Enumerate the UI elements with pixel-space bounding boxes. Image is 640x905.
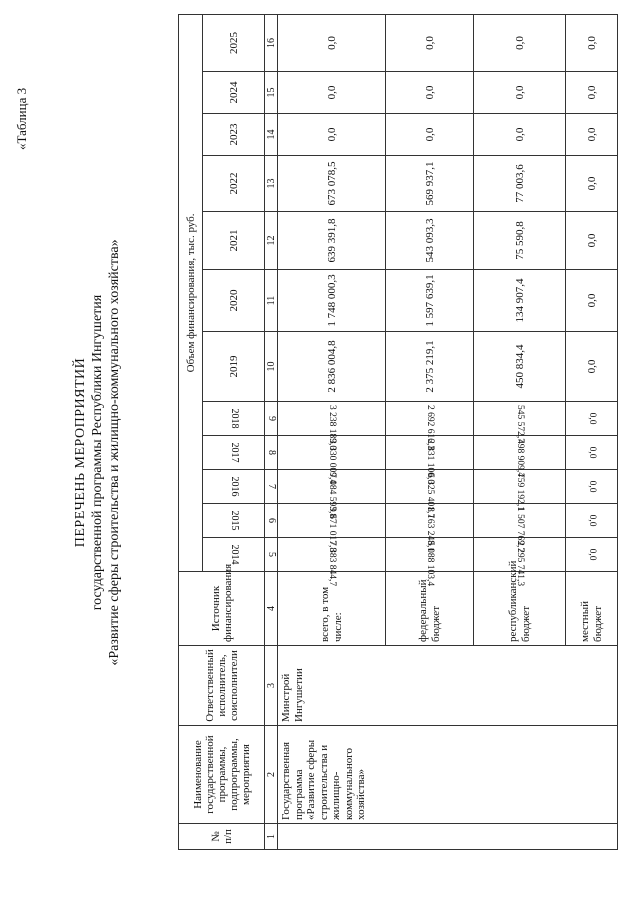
column-index [265, 824, 278, 850]
year-header-2019: 2019 [203, 332, 265, 402]
funding-value: 639 391,8 [278, 212, 386, 270]
year-header-2016 [203, 470, 265, 504]
row-num [278, 824, 618, 850]
funding-value: 0,0 [566, 114, 618, 156]
column-index-label: 7 [265, 484, 277, 489]
year-header-2024: 2024 [203, 72, 265, 114]
column-index [265, 156, 278, 212]
column-index-label: 9 [265, 416, 277, 421]
funding-source: республиканский бюджет [474, 572, 566, 646]
column-index [265, 270, 278, 332]
column-index-label: 11 [265, 295, 277, 306]
col-header-name: Наименование государственной программы, подпрограммы, мероприятия [179, 726, 265, 824]
funding-value-text: 0,0 [586, 480, 597, 493]
funding-source: федеральный бюджет [386, 572, 474, 646]
funding-value: 0,0 [566, 212, 618, 270]
measures-table [178, 14, 618, 850]
funding-value: 0,0 [474, 72, 566, 114]
funding-value [474, 402, 566, 443]
column-index [265, 726, 278, 824]
year-header-2025: 2025 [203, 14, 265, 71]
funding-value-text: 498 909,4 [514, 439, 525, 477]
funding-value: 673 078,5 [278, 156, 386, 212]
column-index [265, 470, 278, 504]
column-index-label: 16 [265, 37, 277, 48]
funding-value-text: 2 692 616,3 [424, 405, 435, 451]
year-header-2018 [203, 402, 265, 436]
column-index-label: 10 [265, 361, 277, 372]
executor-name: Минстрой Ингушетии [278, 646, 618, 726]
year-header-2021: 2021 [203, 212, 265, 270]
funding-value: 0,0 [566, 270, 618, 332]
funding-value: 0,0 [566, 156, 618, 212]
funding-value: 1 597 639,1 [386, 270, 474, 332]
funding-value: 0,0 [474, 114, 566, 156]
funding-value: 0,0 [278, 14, 386, 71]
funding-value [566, 402, 618, 436]
funding-source: всего, в том числе: [278, 572, 386, 646]
column-index-label: 5 [265, 552, 277, 557]
funding-value: 0,0 [278, 114, 386, 156]
column-index-label: 15 [265, 87, 277, 98]
funding-value: 450 834,4 [474, 332, 566, 402]
funding-value-text: 2 831 100,0 [424, 439, 435, 485]
column-index [265, 332, 278, 402]
funding-value: 75 590,8 [474, 212, 566, 270]
column-index [265, 646, 278, 726]
funding-value-text: 9 671 017,8 [326, 507, 337, 553]
funding-value: 0,0 [474, 14, 566, 71]
funding-value-text: 2 295 741,3 [514, 541, 525, 587]
funding-value [566, 436, 618, 470]
funding-value-text: 0,0 [586, 548, 597, 561]
funding-value-text: 545 572,7 [514, 405, 525, 443]
column-index-label: 12 [265, 235, 277, 246]
column-index [265, 538, 278, 572]
column-index-label: 3 [265, 683, 277, 688]
funding-value [566, 470, 618, 504]
funding-value-text: 759 192,1 [514, 473, 525, 511]
year-header-2022: 2022 [203, 156, 265, 212]
funding-value: 0,0 [386, 114, 474, 156]
col-header-executor: Ответственный исполнитель, соисполнители [179, 646, 265, 726]
col-header-source: Источник финансирования [179, 572, 265, 646]
funding-source: местный бюджет [566, 572, 618, 646]
funding-value: 0,0 [566, 14, 618, 71]
funding-value-text: 3 330 009,4 [326, 439, 337, 485]
column-index-label: 6 [265, 518, 277, 523]
year-header-2023: 2023 [203, 114, 265, 156]
funding-value: 1 748 000,3 [278, 270, 386, 332]
year-header-2014 [203, 538, 265, 572]
funding-value: 569 937,1 [386, 156, 474, 212]
year-header-2020: 2020 [203, 270, 265, 332]
funding-value-text: 0,0 [586, 514, 597, 527]
col-header-volume: Объем финансирования, тыс. руб. [179, 14, 203, 571]
funding-value: 0,0 [386, 72, 474, 114]
funding-value: 0,0 [566, 332, 618, 402]
table-label: «Таблица 3 [14, 87, 29, 150]
funding-value: 0,0 [278, 72, 386, 114]
funding-value: 0,0 [566, 72, 618, 114]
funding-value: 2 375 219,1 [386, 332, 474, 402]
column-index [265, 114, 278, 156]
column-index [265, 402, 278, 436]
program-name: Государственная программа «Развитие сферы строительства и жилищно-коммунального хозяйства» [278, 726, 618, 824]
document-heading [72, 0, 123, 905]
col-header-num: № п/п [179, 824, 265, 850]
heading-line-3: «Развитие сферы строительства и жилищно-коммунального хозяйства» [107, 239, 122, 666]
funding-value: 543 093,3 [386, 212, 474, 270]
year-label: 2018 [228, 408, 240, 429]
funding-value-text: 8 163 248,1 [424, 507, 435, 553]
year-label: 2016 [228, 476, 240, 497]
funding-value-text: 3 238 189,0 [326, 405, 337, 451]
year-label: 2014 [228, 544, 240, 565]
funding-value-text: 0,0 [586, 446, 597, 459]
funding-value [386, 402, 474, 451]
funding-value-text: 7 084 593,8 [326, 473, 337, 519]
funding-value: 77 003,6 [474, 156, 566, 212]
funding-value-text: 5 088 103,4 [424, 541, 435, 587]
column-index [265, 14, 278, 71]
funding-value: 2 836 004,8 [278, 332, 386, 402]
column-index [265, 572, 278, 646]
heading-line-1: ПЕРЕЧЕНЬ МЕРОПРИЯТИЙ [73, 357, 88, 548]
funding-value: 0,0 [386, 14, 474, 71]
column-index-label: 2 [265, 772, 277, 777]
year-label: 2015 [228, 510, 240, 531]
column-index-label: 13 [265, 178, 277, 189]
funding-value-text: 7 383 844,7 [326, 541, 337, 587]
column-index [265, 212, 278, 270]
column-index [265, 72, 278, 114]
funding-value-text: 1 507 769,7 [514, 507, 525, 553]
column-index-label: 8 [265, 450, 277, 455]
column-index [265, 436, 278, 470]
column-index-label: 14 [265, 129, 277, 140]
column-index-label: 4 [265, 606, 277, 611]
funding-value-text: 6 325 401,7 [424, 473, 435, 519]
table-row [278, 14, 386, 849]
funding-value: 134 907,4 [474, 270, 566, 332]
heading-line-2: государственной программы Республики Ингушетия [90, 294, 105, 611]
funding-value [278, 402, 386, 451]
funding-value [566, 504, 618, 538]
year-label: 2017 [228, 442, 240, 463]
year-header-2017 [203, 436, 265, 470]
column-index [265, 504, 278, 538]
funding-value [566, 538, 618, 572]
year-header-2015 [203, 504, 265, 538]
column-index-label: 1 [265, 834, 277, 839]
funding-value-text: 0,0 [586, 412, 597, 425]
